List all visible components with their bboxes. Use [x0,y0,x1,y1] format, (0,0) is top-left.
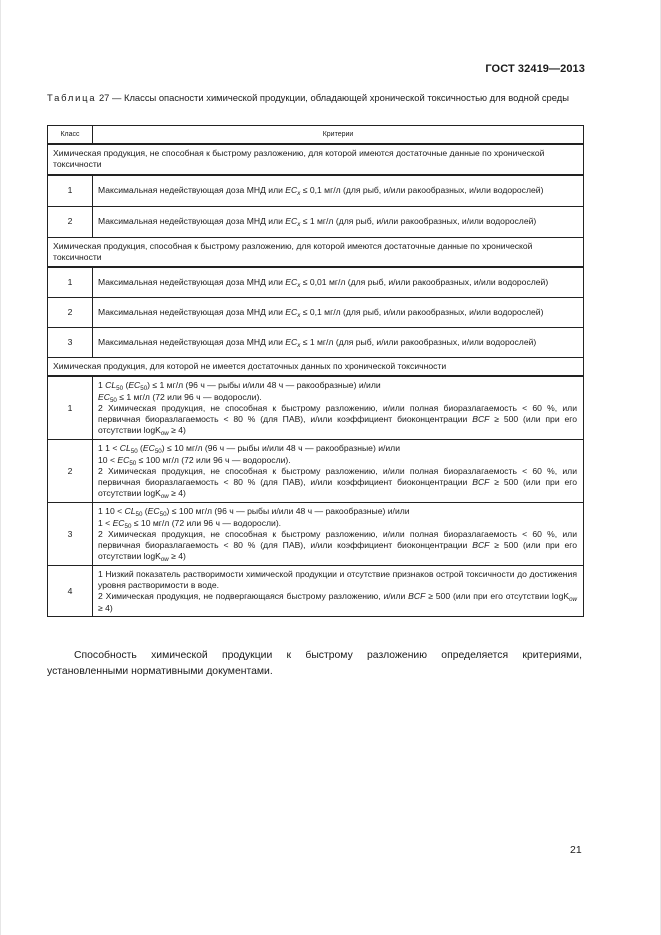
class-cell: 2 [48,298,93,328]
hazard-class-table [47,125,584,617]
class-cell: 3 [48,503,93,566]
table-caption-text: 27 — Классы опасности химической продукции, обладающей хронической токсичностью для водной среды [98,92,569,103]
table-row [48,503,584,566]
section-row [48,144,584,175]
table-row [48,206,584,237]
section-title: Химическая продукция, не способная к быстрому разложению, для которой имеются достаточные данные по хронической токсичности [48,144,584,175]
criteria-cell: Максимальная недействующая доза МНД или $EC_x \le 0,01$ мг/л (для рыб, и/или ракообразных, и/или водорослей) [93,267,584,298]
class-cell: 1 [48,267,93,298]
class-cell: 2 [48,206,93,237]
criteria-cell: 1 $1 < CL_{50}$ $(EC_{50}) \le 10$ мг/л (96 ч — рыбы и/или 48 ч — ракообразные) и/или $10 < EC_{50} \le 100$ мг/л (72 или 96 ч — водоросли). 2 Химическая продукция, не способная к быстрому разложению, и/или полная биоразлагаемость < 60 %, или первичная биоразлагаемость < 80 % (для ПАВ), и/или коэффициент биоконцентрации BCF ≥ 500 (или при его отсутствии logK$_{ow}$ ≥ 4) [93,440,584,503]
document-id: ГОСТ 32419—2013 [485,63,585,75]
criteria-cell: 1 $CL_{50}$ $(EC_{50}) \le 1$ мг/л (96 ч — рыбы и/или 48 ч — ракообразные) и/или $EC_{50} \le 1$ мг/л (72 или 96 ч — водоросли). 2 Химическая продукция, не способная к быстрому разложению, и/или полная биоразлагаемость < 60 %, или первичная биоразлагаемость < 80 % (для ПАВ), и/или коэффициент биоконцентрации BCF ≥ 500 (или при его отсутствии logK$_{ow}$ ≥ 4) [93,376,584,440]
criteria-cell: 1 $10 < CL_{50}$ $(EC_{50}) \le 100$ мг/л (96 ч — рыбы и/или 48 ч — ракообразные) и/или $1 < EC_{50} \le 10$ мг/л (72 или 96 ч — водоросли). 2 Химическая продукция, не способная к быстрому разложению, и/или полная биоразлагаемость < 60 %, или первичная биоразлагаемость < 80 % (для ПАВ), и/или коэффициент биоконцентрации BCF ≥ 500 (или при его отсутствии logK$_{ow}$ ≥ 4) [93,503,584,566]
page-number: 21 [570,844,582,856]
class-cell: 1 [48,175,93,207]
table-caption-label: Таблица [47,92,97,103]
table-row [48,566,584,617]
section-title: Химическая продукция, для которой не имеется достаточных данных по хронической токсичности [48,358,584,377]
table-row [48,376,584,440]
section-row [48,237,584,267]
criteria-cell: 1 Низкий показатель растворимости химической продукции и отсутствие признаков острой токсичности до достижения уровня растворимости в воде. 2 Химическая продукция, не подвергающаяся быстрому разложению, и/или BCF ≥ 500 (или при его отсутствии logK$_{ow}$ ≥ 4) [93,566,584,617]
class-cell: 4 [48,566,93,617]
column-header-class: Класс [48,126,93,145]
table-header-row [48,126,584,145]
criteria-cell: Максимальная недействующая доза МНД или $EC_x \le 0,1$ мг/л (для рыб, и/или ракообразных, и/или водорослей) [93,175,584,207]
criteria-cell: Максимальная недействующая доза МНД или $EC_x \le 0,1$ мг/л (для рыб, и/или ракообразных, и/или водорослей) [93,298,584,328]
class-cell: 1 [48,376,93,440]
table-row [48,175,584,207]
table-row [48,328,584,358]
body-paragraph: Способность химической продукции к быстрому разложению определяется критериями, установленными нормативными документами. [47,650,582,677]
class-cell: 3 [48,328,93,358]
criteria-cell: Максимальная недействующая доза МНД или $EC_x \le 1$ мг/л (для рыб, и/или ракообразных, и/или водорослей) [93,328,584,358]
table-row [48,267,584,298]
table-row [48,440,584,503]
class-cell: 2 [48,440,93,503]
table-caption [47,92,583,104]
section-title: Химическая продукция, способная к быстрому разложению, для которой имеются достаточные данные по хронической токсичности [48,237,584,267]
table-row [48,298,584,328]
criteria-cell: Максимальная недействующая доза МНД или $EC_x \le 1$ мг/л (для рыб, и/или ракообразных, и/или водорослей) [93,206,584,237]
column-header-criteria: Критерии [93,126,584,145]
section-row [48,358,584,377]
